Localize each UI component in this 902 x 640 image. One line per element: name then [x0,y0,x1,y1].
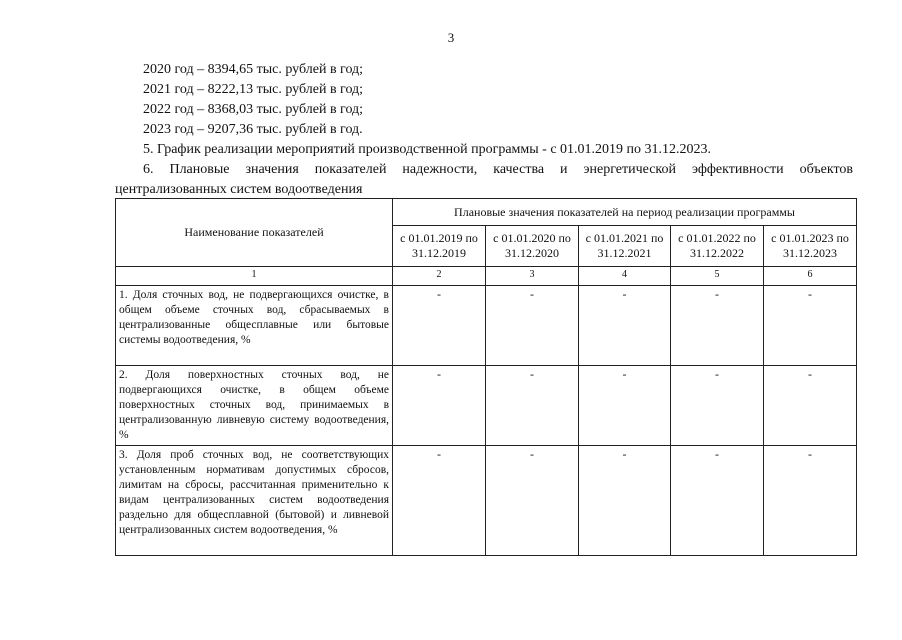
cost-line-2020: 2020 год – 8394,65 тыс. рублей в год; [143,62,364,77]
indicator-value: - [393,366,486,446]
column-number: 4 [579,267,671,286]
table-header-row [116,199,857,226]
indicator-value: - [671,366,764,446]
header-indicator-name: Наименование показателей [116,199,393,267]
paragraph-indicators-title: 6. Плановые значения показателей надежности, качества и энергетической эффективности объектов [143,162,853,177]
indicators-table [115,198,857,556]
column-number: 1 [116,267,393,286]
indicator-value: - [486,446,579,556]
header-period-2022: с 01.01.2022 по 31.12.2022 [671,226,764,267]
paragraph-schedule: 5. График реализации мероприятий производственной программы - с 01.01.2019 по 31.12.2023. [143,142,712,157]
column-number: 3 [486,267,579,286]
table-row [116,366,857,446]
indicator-value: - [671,446,764,556]
header-period-2019: с 01.01.2019 по 31.12.2019 [393,226,486,267]
paragraph-indicators-title-continued: централизованных систем водоотведения [115,182,363,197]
indicator-value: - [393,446,486,556]
indicator-value: - [579,366,671,446]
column-number: 6 [764,267,857,286]
header-period-2023: с 01.01.2023 по 31.12.2023 [764,226,857,267]
indicator-value: - [764,446,857,556]
cost-line-2023: 2023 год – 9207,36 тыс. рублей в год. [143,122,363,137]
cost-line-2021: 2021 год – 8222,13 тыс. рублей в год; [143,82,364,97]
header-period-2021: с 01.01.2021 по 31.12.2021 [579,226,671,267]
indicator-value: - [486,286,579,366]
header-planned-values: Плановые значения показателей на период реализации программы [393,199,857,226]
indicator-value: - [579,286,671,366]
table-row [116,286,857,366]
column-number-row [116,267,857,286]
table-row [116,446,857,556]
indicator-name: 3. Доля проб сточных вод, не соответствующих установленным нормативам допустимых сбросов, лимитам на сбросы, рассчитанная применительно к видам централизованных систем водоотведения раздельно для общесплавной (бытовой) и ливневой централизованных систем водоотведения, % [116,446,393,556]
indicator-value: - [393,286,486,366]
column-number: 5 [671,267,764,286]
cost-line-2022: 2022 год – 8368,03 тыс. рублей в год; [143,102,364,117]
indicator-name: 2. Доля поверхностных сточных вод, не подвергающихся очистке, в общем объеме поверхностных сточных вод, принимаемых в централизованную ливневую систему водоотведения, % [116,366,393,446]
page-number: 3 [447,30,455,45]
indicator-value: - [486,366,579,446]
column-number: 2 [393,267,486,286]
indicator-value: - [764,286,857,366]
indicator-value: - [671,286,764,366]
indicator-value: - [579,446,671,556]
document-body [115,60,853,200]
indicator-value: - [764,366,857,446]
indicator-name: 1. Доля сточных вод, не подвергающихся очистке, в общем объеме сточных вод, сбрасываемых в централизованные общесплавные или бытовые системы водоотведения, % [116,286,393,366]
header-period-2020: с 01.01.2020 по 31.12.2020 [486,226,579,267]
